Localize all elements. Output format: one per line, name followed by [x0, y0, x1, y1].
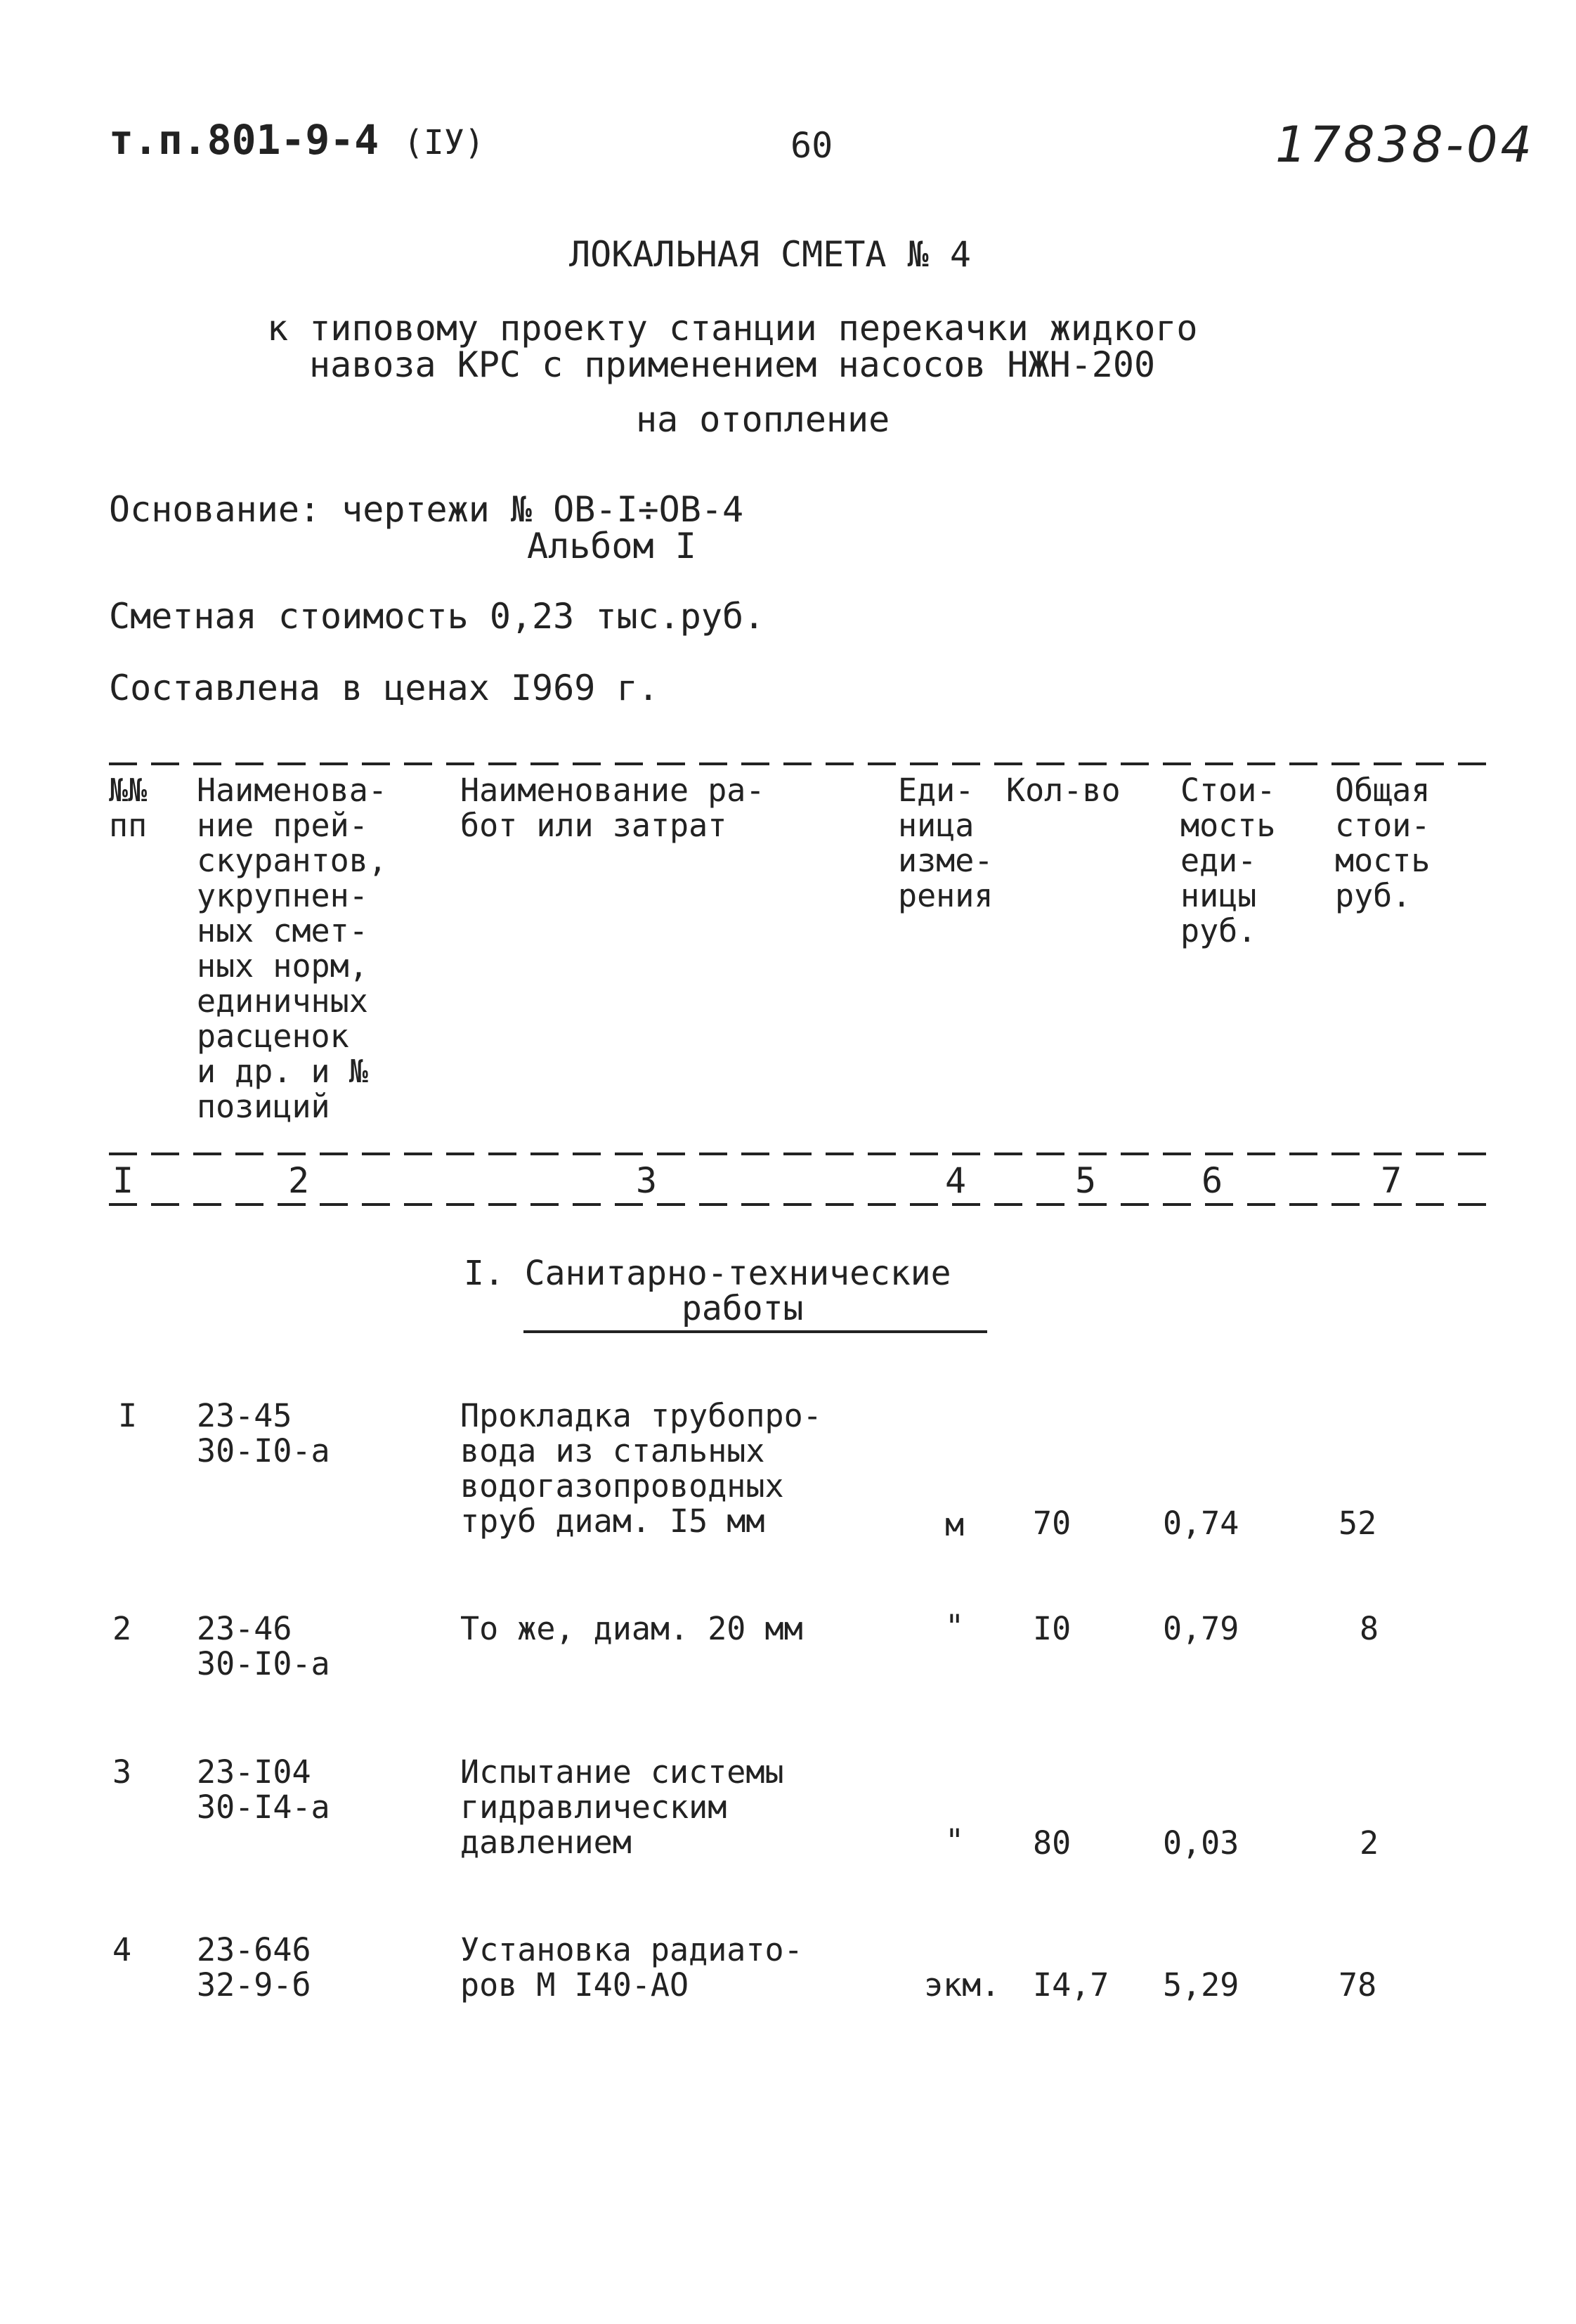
col-number-3: 3: [636, 1160, 658, 1201]
document-number: 17838-04: [1275, 116, 1535, 174]
subtitle-line-3: на отопление: [636, 399, 890, 440]
row-unit-cost: 0,74: [1163, 1505, 1239, 1542]
row-quantity: I0: [1033, 1610, 1072, 1647]
row-unit: ": [945, 1822, 965, 1859]
col-header-number: №№ пп: [109, 772, 148, 844]
estimated-cost: Сметная стоимость 0,23 тыс.руб.: [109, 596, 765, 637]
row-code: 23-646 32-9-б: [197, 1931, 311, 2004]
row-quantity: 70: [1033, 1505, 1072, 1542]
header-top-rule: [109, 762, 1500, 765]
col-header-quantity: Кол-во: [1006, 772, 1121, 809]
col-number-4: 4: [945, 1160, 967, 1201]
row-unit: экм.: [924, 1966, 1001, 2004]
row-unit-cost: 5,29: [1163, 1966, 1239, 2004]
row-unit-cost: 0,79: [1163, 1610, 1239, 1647]
col-header-total-cost: Общая стои- мость руб.: [1335, 772, 1431, 914]
page-number: 60: [790, 125, 833, 166]
row-code: 23-I04 30-I4-а: [197, 1753, 330, 1826]
header-mid-rule: [109, 1153, 1500, 1155]
col-header-pricelist: Наименова- ние прей- скурантов, укрупнен- ных смет- ных норм, единичных расценок и др. и № позиций: [197, 772, 387, 1125]
project-code: т.п.801-9-4 (IУ): [109, 116, 485, 164]
section-title: I. Санитарно-технические: [464, 1254, 951, 1293]
col-header-work-name: Наименование ра- бот или затрат: [460, 772, 765, 844]
col-number-5: 5: [1075, 1160, 1097, 1201]
price-basis: Составлена в ценах I969 г.: [109, 668, 659, 708]
row-work-name: Установка радиато- ров М I40-АО: [460, 1931, 803, 2004]
row-code: 23-45 30-I0-а: [197, 1397, 330, 1469]
row-unit: м: [945, 1506, 965, 1543]
row-unit-cost: 0,03: [1163, 1824, 1239, 1862]
row-quantity: I4,7: [1033, 1966, 1109, 2004]
volume-label: (IУ): [403, 123, 485, 162]
row-work-name: Испытание системы гидравлическим давлением: [460, 1753, 784, 1861]
col-header-unit-cost: Стои- мость еди- ницы руб.: [1180, 772, 1276, 949]
row-code: 23-46 30-I0-а: [197, 1610, 330, 1682]
row-total: 78: [1339, 1966, 1377, 2004]
subtitle-line-2: навоза КРС с применением насосов НЖН-200: [309, 344, 1156, 385]
section-title-line-2: работы: [682, 1289, 804, 1328]
section-underline: [523, 1330, 987, 1333]
row-unit: ": [945, 1608, 965, 1645]
col-number-1: I: [112, 1160, 134, 1201]
col-number-7: 7: [1381, 1160, 1402, 1201]
header-bottom-rule: [109, 1203, 1500, 1206]
col-number-2: 2: [288, 1160, 310, 1201]
row-total: 52: [1339, 1505, 1377, 1542]
row-work-name: То же, диам. 20 мм: [460, 1610, 803, 1647]
row-work-name: Прокладка трубопро- вода из стальных водогазопроводных труб диам. I5 мм: [460, 1397, 822, 1540]
row-number: 3: [112, 1753, 132, 1791]
row-total: 2: [1360, 1824, 1379, 1862]
estimate-title: ЛОКАЛЬНАЯ СМЕТА № 4: [569, 234, 971, 275]
basis-label: Основание:: [109, 489, 321, 530]
row-number: I: [118, 1397, 138, 1434]
row-number: 2: [112, 1610, 132, 1647]
basis-line: [109, 491, 743, 528]
row-total: 8: [1360, 1610, 1379, 1647]
col-header-unit: Еди- ница изме- рения: [898, 772, 994, 914]
basis-value: чертежи № ОВ-I÷ОВ-4: [341, 489, 744, 530]
album-label: Альбом I: [527, 526, 696, 566]
subtitle-line-1: к типовому проекту станции перекачки жидкого: [267, 308, 1198, 349]
row-quantity: 80: [1033, 1824, 1072, 1862]
row-number: 4: [112, 1931, 132, 1968]
col-number-6: 6: [1201, 1160, 1223, 1201]
